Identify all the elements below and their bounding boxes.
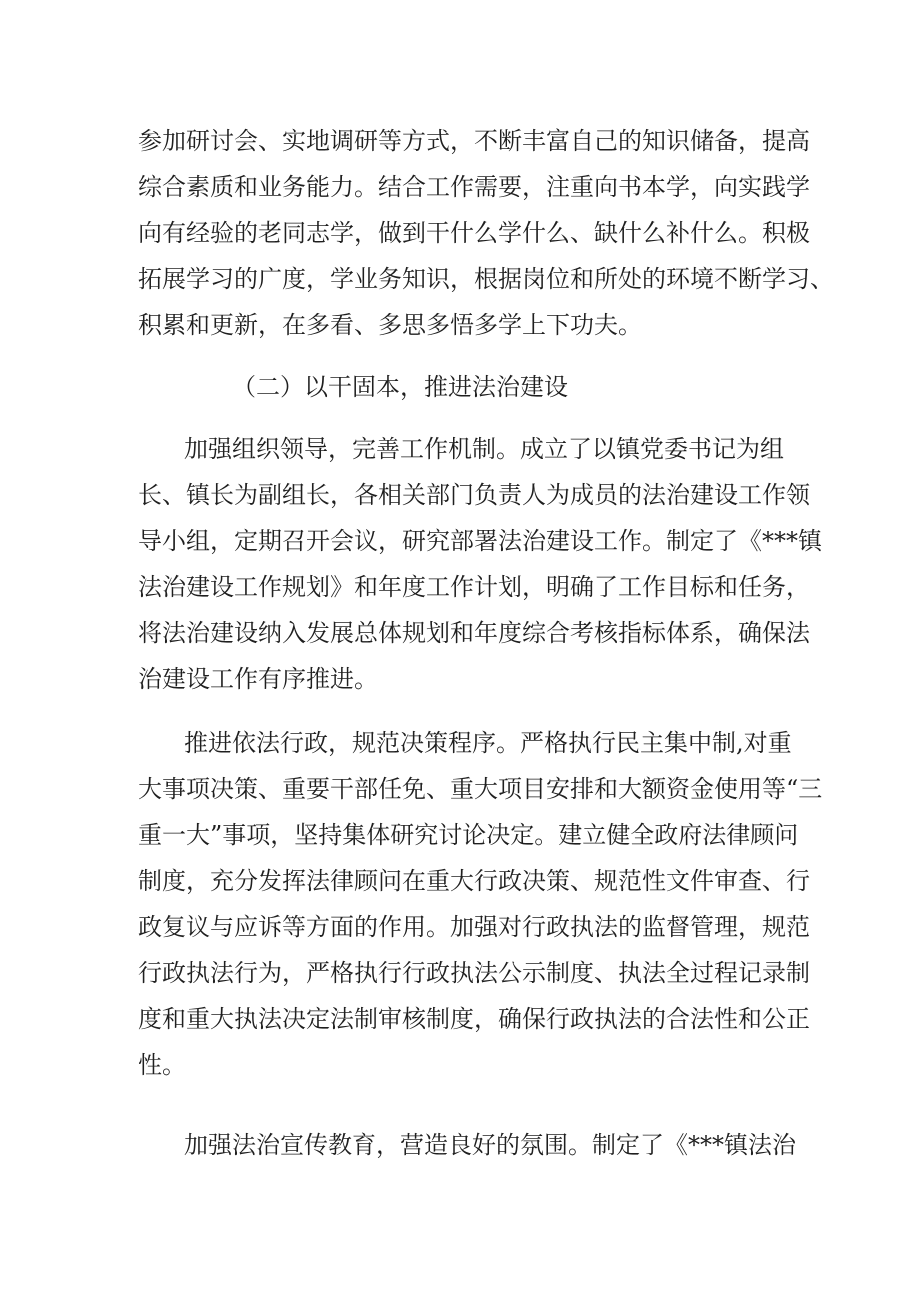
paragraph-cont-line-1: 参加研讨会、实地调研等方式，不断丰富自己的知识储备，提高 [138, 127, 810, 155]
paragraph-1-line-2: 长、镇长为副组长，各相关部门负责人为成员的法治建设工作领 [138, 481, 810, 509]
paragraph-2-line-7: 度和重大执法决定法制审核制度，确保行政执法的合法性和公正 [138, 1005, 810, 1033]
paragraph-2-line-5: 政复议与应诉等方面的作用。加强对行政执法的监督管理，规范 [138, 913, 810, 941]
paragraph-2-line-4: 制度，充分发挥法律顾问在重大行政决策、规范性文件审查、行 [138, 867, 810, 895]
paragraph-1-line-4: 法治建设工作规划》和年度工作计划，明确了工作目标和任务， [138, 573, 810, 601]
paragraph-2-line-3: 重一大”事项，坚持集体研究讨论决定。建立健全政府法律顾问 [138, 821, 799, 849]
paragraph-3-line-1: 加强法治宣传教育，营造良好的氛围。制定了《***镇法治 [184, 1131, 796, 1159]
paragraph-cont-line-5: 积累和更新，在多看、多思多悟多学上下功夫。 [138, 311, 642, 339]
paragraph-1-line-5: 将法治建设纳入发展总体规划和年度综合考核指标体系，确保法 [138, 619, 810, 647]
paragraph-2-line-6: 行政执法行为，严格执行行政执法公示制度、执法全过程记录制 [138, 959, 810, 987]
paragraph-1-line-6: 治建设工作有序推进。 [138, 665, 378, 693]
paragraph-1-line-1: 加强组织领导，完善工作机制。成立了以镇党委书记为组 [184, 435, 784, 463]
paragraph-2-line-1: 推进依法行政，规范决策程序。严格执行民主集中制,对重 [184, 729, 792, 757]
paragraph-2-line-8: 性。 [138, 1051, 186, 1079]
paragraph-cont-line-2: 综合素质和业务能力。结合工作需要，注重向书本学，向实践学 [138, 173, 810, 201]
paragraph-cont-line-4: 拓展学习的广度，学业务知识，根据岗位和所处的环境不断学习、 [138, 265, 834, 293]
section-heading: （二）以干固本，推进法治建设 [232, 373, 568, 401]
paragraph-cont-line-3: 向有经验的老同志学，做到干什么学什么、缺什么补什么。积极 [138, 219, 810, 247]
paragraph-2-line-2: 大事项决策、重要干部任免、重大项目安排和大额资金使用等“三 [138, 775, 823, 803]
paragraph-1-line-3: 导小组，定期召开会议，研究部署法治建设工作。制定了《***镇 [138, 527, 822, 555]
